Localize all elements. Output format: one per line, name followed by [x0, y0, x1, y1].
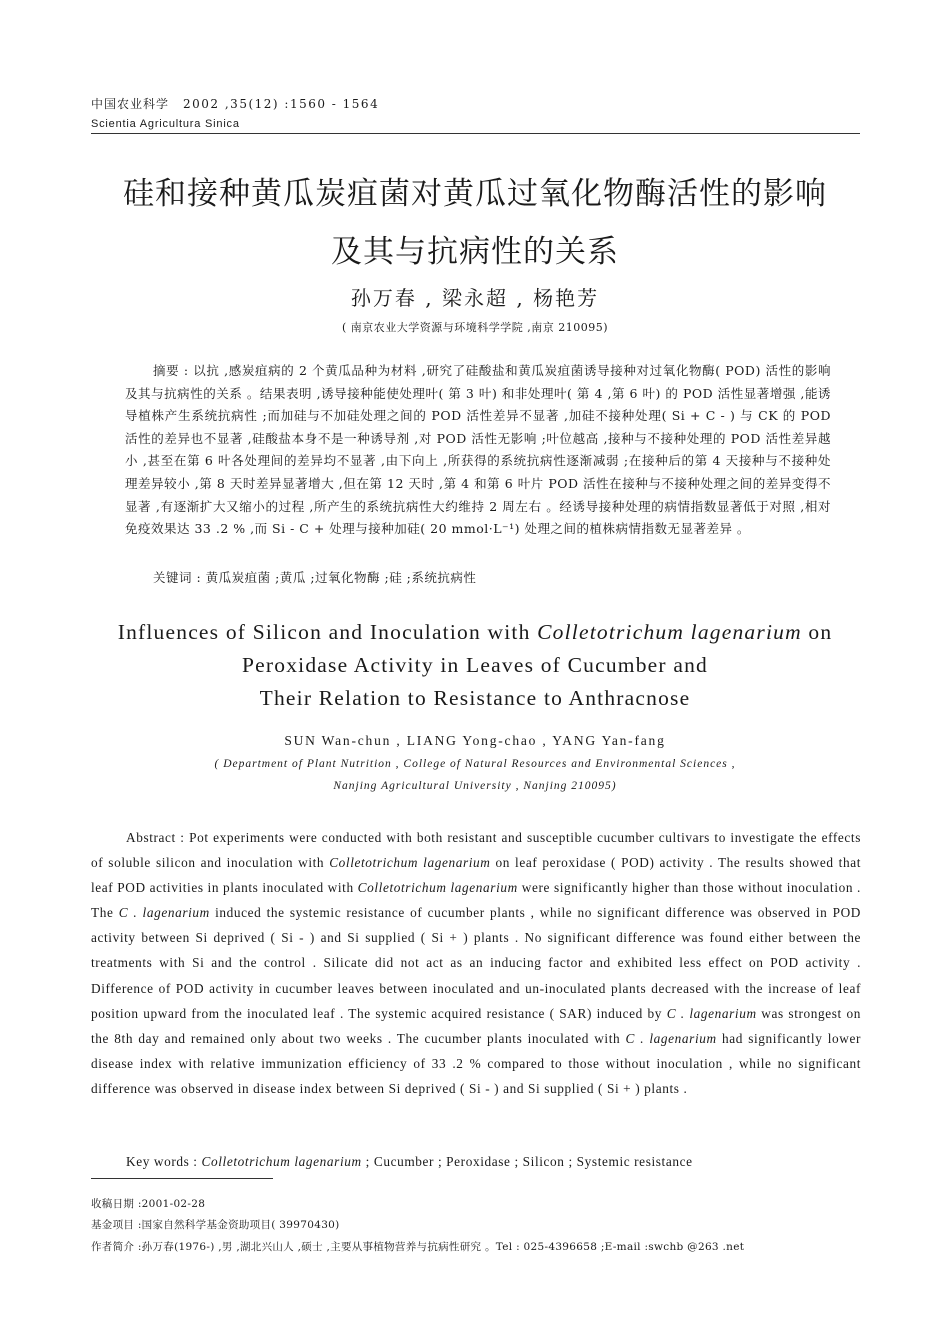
abstract-en-text: were significantly higher than those without inoculation . The — [91, 880, 861, 921]
keywords-en-label: Key words : — [126, 1154, 198, 1169]
footnote-author-bio: 作者简介 :孙万春(1976-) ,男 ,湖北兴山人 ,硕士 ,主要从事植物营养与抗病性研究 。Tel : 025-4396658 ;E-mail :swchb @263 .net — [91, 1241, 745, 1253]
journal-name-en: Scientia Agricultura Sinica — [91, 118, 240, 130]
header-rule — [91, 133, 860, 134]
title-en-line1 — [40, 620, 910, 645]
abstract-en — [91, 825, 861, 1101]
title-en-line3: Their Relation to Resistance to Anthracnose — [259, 686, 691, 710]
abstract-en-text: induced the systemic resistance of cucumber plants , while no significant difference was observed in POD activity between Si deprived ( Si - ) and Si supplied ( Si + ) plants . No significant difference was found either between the treatments with Si and the control . Silicate did not act as an inducing factor and exhibited less effect on POD activity . Difference of POD activity in cucumber leaves between inoculated and un-inoculated plants decreased with the increase of leaf position upward from the inoculated leaf . The systemic acquired resistance ( SAR) induced by — [91, 905, 861, 1021]
footnote-received: 收稿日期 :2001-02-28 — [91, 1198, 206, 1210]
title-cn-line2: 及其与抗病性的关系 — [331, 234, 619, 270]
abstract-cn-text: 以抗 ,感炭疽病的 2 个黄瓜品种为材料 ,研究了硅酸盐和黄瓜炭疽菌诱导接种对过氧化物酶( POD) 活性的影响及其与抗病性的关系 。结果表明 ,诱导接种能使处理叶( 第 3 叶) 和非处理叶( 第 4 ,第 6 叶) 的 POD 活性显著增强 ,能诱导植株产生系统抗病性 ;而加硅与不加硅处理之间的 POD 活性差异不显著 ,加硅不接种处理( Si + C - ) 与 CK 的 POD 活性的差异也不显著 ,硅酸盐本身不是一种诱导剂 ,对 POD 活性无影响 ;叶位越高 ,接种与不接种处理的 POD 活性差异越小 ,甚至在第 6 叶各处理间的差异均不显著 ,由下向上 ,所获得的系统抗病性逐渐减弱 ;在接种后的第 4 天接种与不接种处理差异较小 ,第 8 天时差异显著增大 ,但在第 12 天时 ,第 4 和第 6 叶片 POD 活性在接种与不接种处理之间的差异变得不显著 ,有逐渐扩大又缩小的过程 ,所产生的系统抗病性大约维持 2 周左右 。经诱导接种处理的病情指数显著低于对照 ,相对免疫效果达 33 .2 % ,而 Si - C + 处理与接种加硅( 20 mmol·L⁻¹) 处理之间的植株病情指数无显著差异 。 — [125, 363, 831, 537]
abstract-en-text: was strongest on the 8th day and remained only about two weeks . The cucumber plants inoculated with — [91, 1005, 861, 1046]
species-name: Colletotrichum lagenarium — [357, 880, 518, 896]
footnote-funding: 基金项目 :国家自然科学基金资助项目( 39970430) — [91, 1219, 340, 1231]
journal-header — [91, 95, 379, 112]
species-name: C . lagenarium — [666, 1005, 757, 1021]
footnote-rule — [91, 1178, 273, 1179]
title-en-suffix: on — [801, 620, 833, 644]
citation: 2002 ,35(12) :1560 - 1564 — [183, 97, 380, 111]
affiliation-en-line1: ( Department of Plant Nutrition , College of Natural Resources and Environmental Sciences , — [214, 758, 736, 770]
title-en-prefix: Influences of Silicon and Inoculation with — [117, 620, 538, 644]
species-name: Colletotrichum lagenarium — [329, 855, 491, 871]
species-name: C . lagenarium — [118, 905, 210, 921]
authors-en: SUN Wan-chun , LIANG Yong-chao , YANG Yan-fang — [284, 733, 666, 748]
abstract-cn — [125, 360, 831, 541]
abstract-en-text: on leaf peroxidase ( POD) activity . The results showed that leaf POD activities in plants inoculated with — [91, 855, 861, 896]
abstract-cn-label: 摘要 : — [153, 363, 189, 378]
title-en-species: Colletotrichum lagenarium — [537, 620, 802, 644]
affiliation-cn: ( 南京农业大学资源与环境科学学院 ,南京 210095) — [341, 321, 609, 334]
keywords-cn: 关键词 : 黄瓜炭疽菌 ;黄瓜 ;过氧化物酶 ;硅 ;系统抗病性 — [153, 570, 477, 585]
keywords-en-list: ; Cucumber ; Peroxidase ; Silicon ; Systemic resistance — [361, 1154, 693, 1169]
abstract-en-label: Abstract : — [126, 830, 185, 845]
keywords-en-species: Colletotrichum lagenarium — [201, 1154, 362, 1169]
journal-name-cn: 中国农业科学 — [91, 97, 170, 111]
title-en-line2: Peroxidase Activity in Leaves of Cucumber and — [242, 653, 708, 677]
title-cn-line1: 硅和接种黄瓜炭疽菌对黄瓜过氧化物酶活性的影响 — [123, 176, 827, 212]
affiliation-en-line2: Nanjing Agricultural University , Nanjing 210095) — [333, 780, 617, 792]
abstract-en-text: had significantly lower disease index with relative immunization efficiency of 33 .2 % compared to those without inoculation , while no significant difference was observed in disease index between Si deprived ( Si - ) and Si supplied ( Si + ) plants . — [91, 1030, 861, 1096]
keywords-en — [126, 1154, 693, 1170]
abstract-en-text: Pot experiments were conducted with both resistant and susceptible cucumber cultivars to investigate the effects of soluble silicon and inoculation with — [91, 830, 861, 871]
authors-cn: 孙万春 , 梁永超 , 杨艳芳 — [350, 286, 600, 310]
species-name: C . lagenarium — [625, 1030, 717, 1046]
